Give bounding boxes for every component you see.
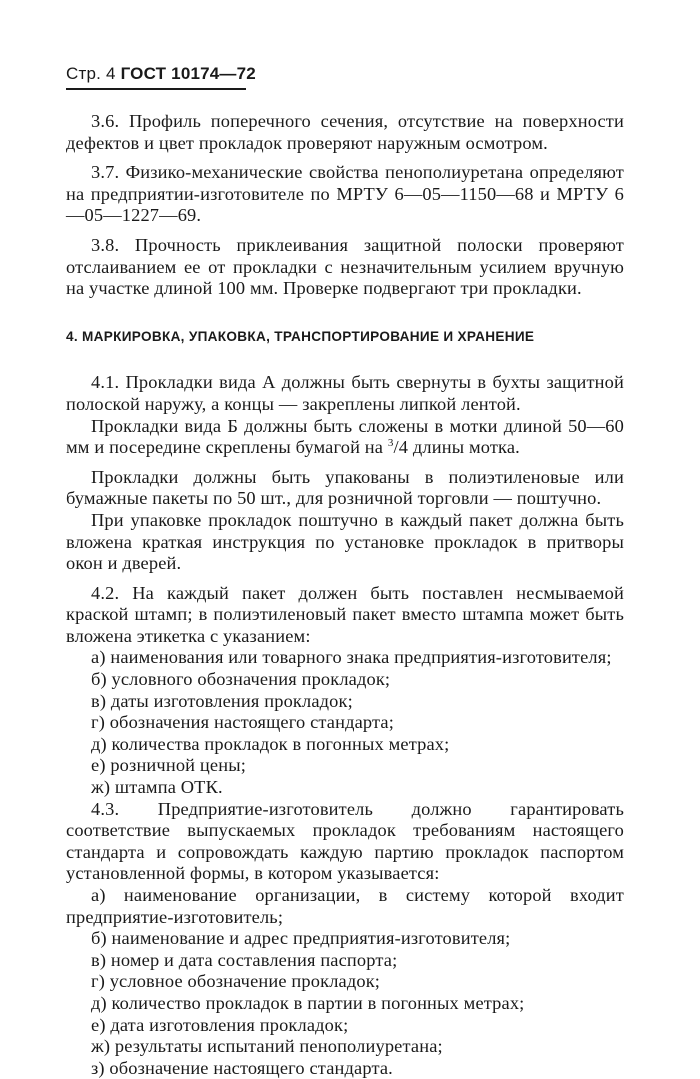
paragraph-4-1-type-b: [66, 416, 624, 459]
paragraph-4-1-type-b-end: длины мотка.: [408, 437, 520, 458]
list-item: ж) результаты испытаний пенополиуретана;: [91, 1036, 443, 1057]
paragraph-4-1-packing: Прокладки должны быть упакованы в полиэтиленовые или бумажные пакеты по 50 шт., для розничной торговли — поштучно.: [66, 466, 624, 509]
list-item: з) обозначение настоящего стандарта.: [91, 1057, 393, 1078]
list-item: д) количества прокладок в погонных метрах;: [91, 733, 450, 754]
list-4-3: [66, 885, 624, 1079]
list-item: в) даты изготовления прокладок;: [91, 690, 353, 711]
header-rule: [66, 88, 246, 90]
list-item: а) наименование организации, в систему которой входит предприятие-изготовитель;: [66, 885, 624, 927]
list-item: а) наименования или товарного знака предприятия-изготовителя;: [91, 647, 612, 668]
standard-number: ГОСТ 10174—72: [120, 64, 256, 83]
list-item: ж) штампа ОТК.: [91, 777, 223, 798]
paragraph-4-1: 4.1. Прокладки вида А должны быть свернуты в бухты защитной полоской наружу, а концы — закреплены липкой лентой.: [66, 372, 624, 414]
paragraph-4-2: 4.2. На каждый пакет должен быть поставлен несмываемой краской штамп; в полиэтиленовый пакет вместо штампа может быть вложена этикетка с указанием:: [66, 582, 624, 646]
list-item: г) обозначения настоящего стандарта;: [91, 712, 394, 733]
list-item: е) дата изготовления прокладок;: [91, 1014, 349, 1035]
paragraph-4-1-type-b-text: Прокладки вида Б должны быть сложены в мотки длиной 50—60 мм и посередине скреплены бумагой на: [66, 415, 624, 458]
paragraph-3-6: 3.6. Профиль поперечного сечения, отсутствие на поверхности дефектов и цвет прокладок проверяют наружным осмотром.: [66, 111, 624, 153]
list-item: в) номер и дата составления паспорта;: [91, 949, 398, 970]
paragraph-3-7: 3.7. Физико-механические свойства пенополиуретана определяют на предприятии-изготовителе по МРТУ 6—05—1150—68 и МРТУ 6—05—1227—69.: [66, 162, 624, 226]
list-item: е) розничной цены;: [91, 755, 246, 776]
fraction-denominator: /4: [393, 437, 409, 458]
list-item: б) условного обозначения прокладок;: [91, 669, 391, 690]
page-label: Стр. 4: [66, 64, 116, 83]
list-item: б) наименование и адрес предприятия-изготовителя;: [91, 928, 511, 949]
list-4-2: [66, 647, 624, 798]
section-4-title: 4. МАРКИРОВКА, УПАКОВКА, ТРАНСПОРТИРОВАНИЕ И ХРАНЕНИЕ: [66, 328, 535, 344]
document-body: [66, 111, 624, 1079]
list-item: г) условное обозначение прокладок;: [91, 971, 381, 992]
paragraph-4-3: 4.3. Предприятие-изготовитель должно гарантировать соответствие выпускаемых прокладок требованиям настоящего стандарта и сопровождать каждую партию прокладок паспортом установленной формы, в котором указывается:: [66, 798, 624, 884]
list-item: д) количество прокладок в партии в погонных метрах;: [91, 992, 525, 1013]
paragraph-4-1-instruction: При упаковке прокладок поштучно в каждый пакет должна быть вложена краткая инструкция по установке прокладок в притворы окон и дверей.: [66, 509, 624, 574]
paragraph-3-8: 3.8. Прочность приклеивания защитной полоски проверяют отслаиванием ее от прокладки с незначительным усилием вручную на участке длиной 100 мм. Проверке подвергают три прокладки.: [66, 234, 624, 299]
fraction-numerator: 3: [387, 437, 394, 449]
page-header: [66, 64, 256, 84]
